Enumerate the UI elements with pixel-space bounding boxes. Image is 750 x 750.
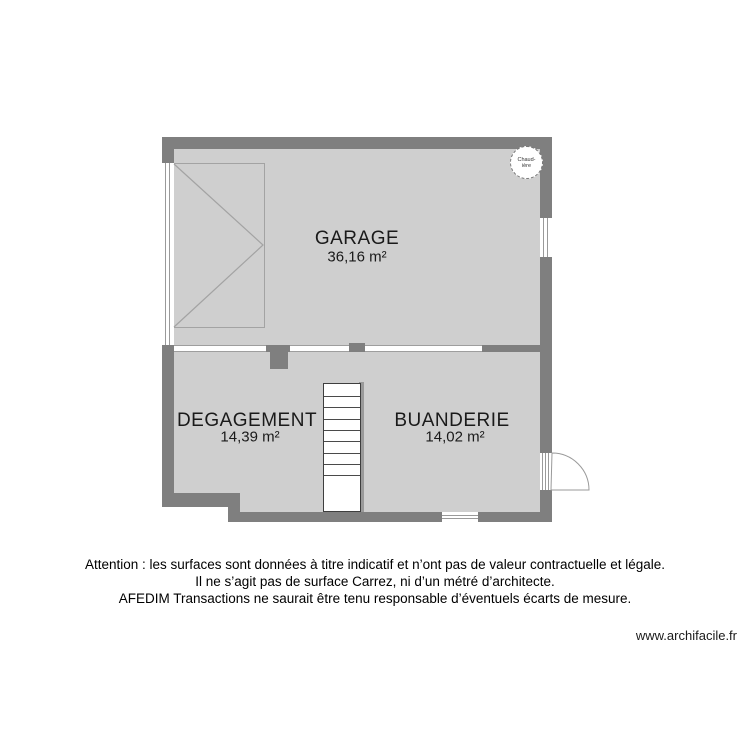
window-glazing-line bbox=[543, 218, 544, 257]
room-area-degagement: 14,39 m² bbox=[220, 428, 280, 446]
boiler-symbol bbox=[510, 146, 543, 179]
wall-bottom bbox=[228, 512, 552, 522]
garage-door-swing bbox=[173, 163, 265, 328]
window-glazing-line bbox=[442, 515, 478, 516]
disclaimer bbox=[0, 556, 750, 607]
stair-tread-line bbox=[324, 475, 360, 476]
garage-door-panel-line bbox=[165, 163, 166, 345]
stair-tread-line bbox=[324, 407, 360, 408]
mid-wall-segment bbox=[482, 345, 540, 352]
pillar bbox=[270, 352, 288, 369]
window-right bbox=[540, 218, 552, 257]
window-glazing-line bbox=[547, 218, 548, 257]
door-jamb-line bbox=[545, 453, 546, 490]
garage-door-panel-line bbox=[169, 163, 170, 345]
wall-top bbox=[162, 137, 552, 149]
disclaimer-line-1: Attention : les surfaces sont données à titre indicatif et n’ont pas de valeur contractuelle et légale. bbox=[84, 557, 666, 572]
garage-door-opening bbox=[162, 163, 174, 345]
window-glazing-line bbox=[442, 518, 478, 519]
door-jamb-line bbox=[542, 453, 543, 490]
room-label-garage: GARAGE bbox=[314, 228, 400, 249]
window-bottom bbox=[442, 512, 478, 522]
stair-tread-line bbox=[324, 441, 360, 442]
room-area-garage: 36,16 m² bbox=[327, 248, 387, 266]
stair-tread-line bbox=[324, 453, 360, 454]
stair-tread-line bbox=[324, 396, 360, 397]
stair-tread-line bbox=[324, 430, 360, 431]
mid-wall-segment bbox=[266, 345, 290, 352]
stair-tread-line bbox=[324, 464, 360, 465]
room-label-buanderie: BUANDERIE bbox=[394, 410, 510, 431]
stairs bbox=[323, 383, 361, 512]
mid-wall-stub bbox=[349, 343, 365, 352]
room-label-degagement: DEGAGEMENT bbox=[176, 410, 318, 431]
room-area-buanderie: 14,02 m² bbox=[425, 428, 485, 446]
entry-door-arc bbox=[551, 453, 589, 490]
watermark: www.archifacile.fr bbox=[635, 628, 737, 643]
boiler-label-line2: ière bbox=[521, 162, 532, 169]
disclaimer-line-3: AFEDIM Transactions ne saurait être tenu responsable d’éventuels écarts de mesure. bbox=[118, 591, 632, 606]
disclaimer-line-2: Il ne s’agit pas de surface Carrez, ni d’un métré d’architecte. bbox=[195, 574, 555, 589]
door-jamb-line bbox=[548, 453, 549, 490]
boiler-label-line1: Chaud- bbox=[517, 156, 536, 163]
stair-tread-line bbox=[324, 419, 360, 420]
entry-door-opening bbox=[540, 453, 552, 490]
